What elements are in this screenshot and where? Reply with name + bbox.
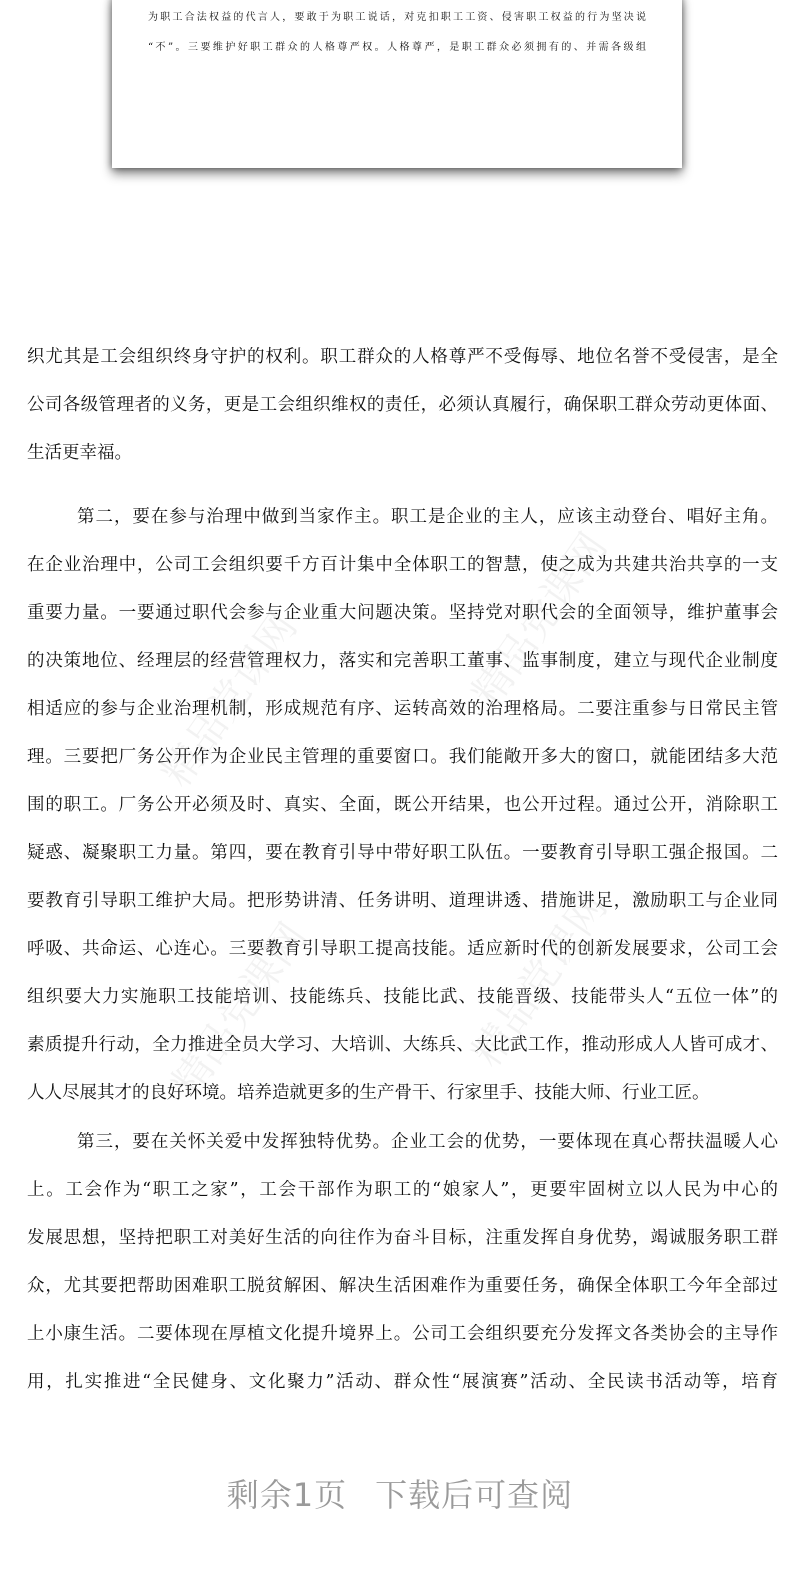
text-line: 素质提升行动，全力推进全员大学习、大培训、大练兵、大比武工作，推动形成人人皆可成才、 xyxy=(27,1035,778,1055)
text-line: 重要力量。一要通过职代会参与企业重大问题决策。坚持党对职代会的全面领导，维护董事会 xyxy=(27,603,778,623)
text-line: 发展思想，坚持把职工对美好生活的向往作为奋斗目标，注重发挥自身优势，竭诚服务职工群 xyxy=(27,1228,778,1248)
text-line: 生活更幸福。 xyxy=(27,443,132,463)
text-line: 众，尤其要把帮助困难职工脱贫解困、解决生活困难作为重要任务，确保全体职工今年全部过 xyxy=(27,1276,778,1296)
download-hint-label: 下载后可查阅 xyxy=(375,1476,574,1514)
text-line: 相适应的参与企业治理机制，形成规范有序、运转高效的治理格局。二要注重参与日常民主管 xyxy=(27,699,778,719)
text-line: 上。工会作为“职工之家”，工会干部作为职工的“娘家人”，更要牢固树立以人民为中心的 xyxy=(27,1180,778,1200)
download-prompt[interactable] xyxy=(0,1470,800,1516)
text-line: 的决策地位、经理层的经营管理权力，落实和完善职工董事、监事制度，建立与现代企业制度 xyxy=(27,651,778,671)
text-line: 理。三要把厂务公开作为企业民主管理的重要窗口。我们能敞开多大的窗口，就能团结多大范 xyxy=(27,747,778,767)
text-line: 人人尽展其才的良好环境。培养造就更多的生产骨干、行家里手、技能大师、行业工匠。 xyxy=(27,1083,710,1103)
watermark: 精品党课网 xyxy=(463,884,617,1076)
text-line: 第二，要在参与治理中做到当家作主。职工是企业的主人，应该主动登台、唱好主角。 xyxy=(77,507,778,527)
remaining-pages-label: 剩余1页 xyxy=(226,1476,348,1514)
text-line: 公司各级管理者的义务，更是工会组织维权的责任，必须认真履行，确保职工群众劳动更体面、 xyxy=(27,395,778,415)
text-line: 疑惑、凝聚职工力量。第四，要在教育引导中带好职工队伍。一要教育引导职工强企报国。二 xyxy=(27,843,778,863)
text-line: 上小康生活。二要体现在厚植文化提升境界上。公司工会组织要充分发挥文各类协会的主导作 xyxy=(27,1324,778,1344)
watermark: 精品党课网 xyxy=(163,914,317,1106)
text-line: 用，扎实推进“全民健身、文化聚力”活动、群众性“展演赛”活动、全民读书活动等，培育 xyxy=(27,1372,778,1392)
preview-page-card xyxy=(112,0,682,168)
text-line: 要教育引导职工维护大局。把形势讲清、任务讲明、道理讲透、措施讲足，激励职工与企业同 xyxy=(27,891,778,911)
watermark: 精品党课网 xyxy=(153,604,307,796)
text-line: 围的职工。厂务公开必须及时、真实、全面，既公开结果，也公开过程。通过公开，消除职工 xyxy=(27,795,778,815)
preview-text-line: “不”。三要维护好职工群众的人格尊严权。人格尊严，是职工群众必须拥有的、并需各级组 xyxy=(148,42,646,53)
text-line: 在企业治理中，公司工会组织要千方百计集中全体职工的智慧，使之成为共建共治共享的一支 xyxy=(27,555,778,575)
watermark: 精品党课网 xyxy=(463,524,617,716)
text-line: 呼吸、共命运、心连心。三要教育引导职工提高技能。适应新时代的创新发展要求，公司工会 xyxy=(27,939,778,959)
text-line: 组织要大力实施职工技能培训、技能练兵、技能比武、技能晋级、技能带头人“五位一体”的 xyxy=(27,987,778,1007)
text-line: 第三，要在关怀关爱中发挥独特优势。企业工会的优势，一要体现在真心帮扶温暖人心 xyxy=(77,1132,778,1152)
text-line: 织尤其是工会组织终身守护的权利。职工群众的人格尊严不受侮辱、地位名誉不受侵害，是全 xyxy=(27,347,778,367)
preview-text-line: 为职工合法权益的代言人，要敢于为职工说话，对克扣职工工资、侵害职工权益的行为坚决说 xyxy=(148,12,646,23)
